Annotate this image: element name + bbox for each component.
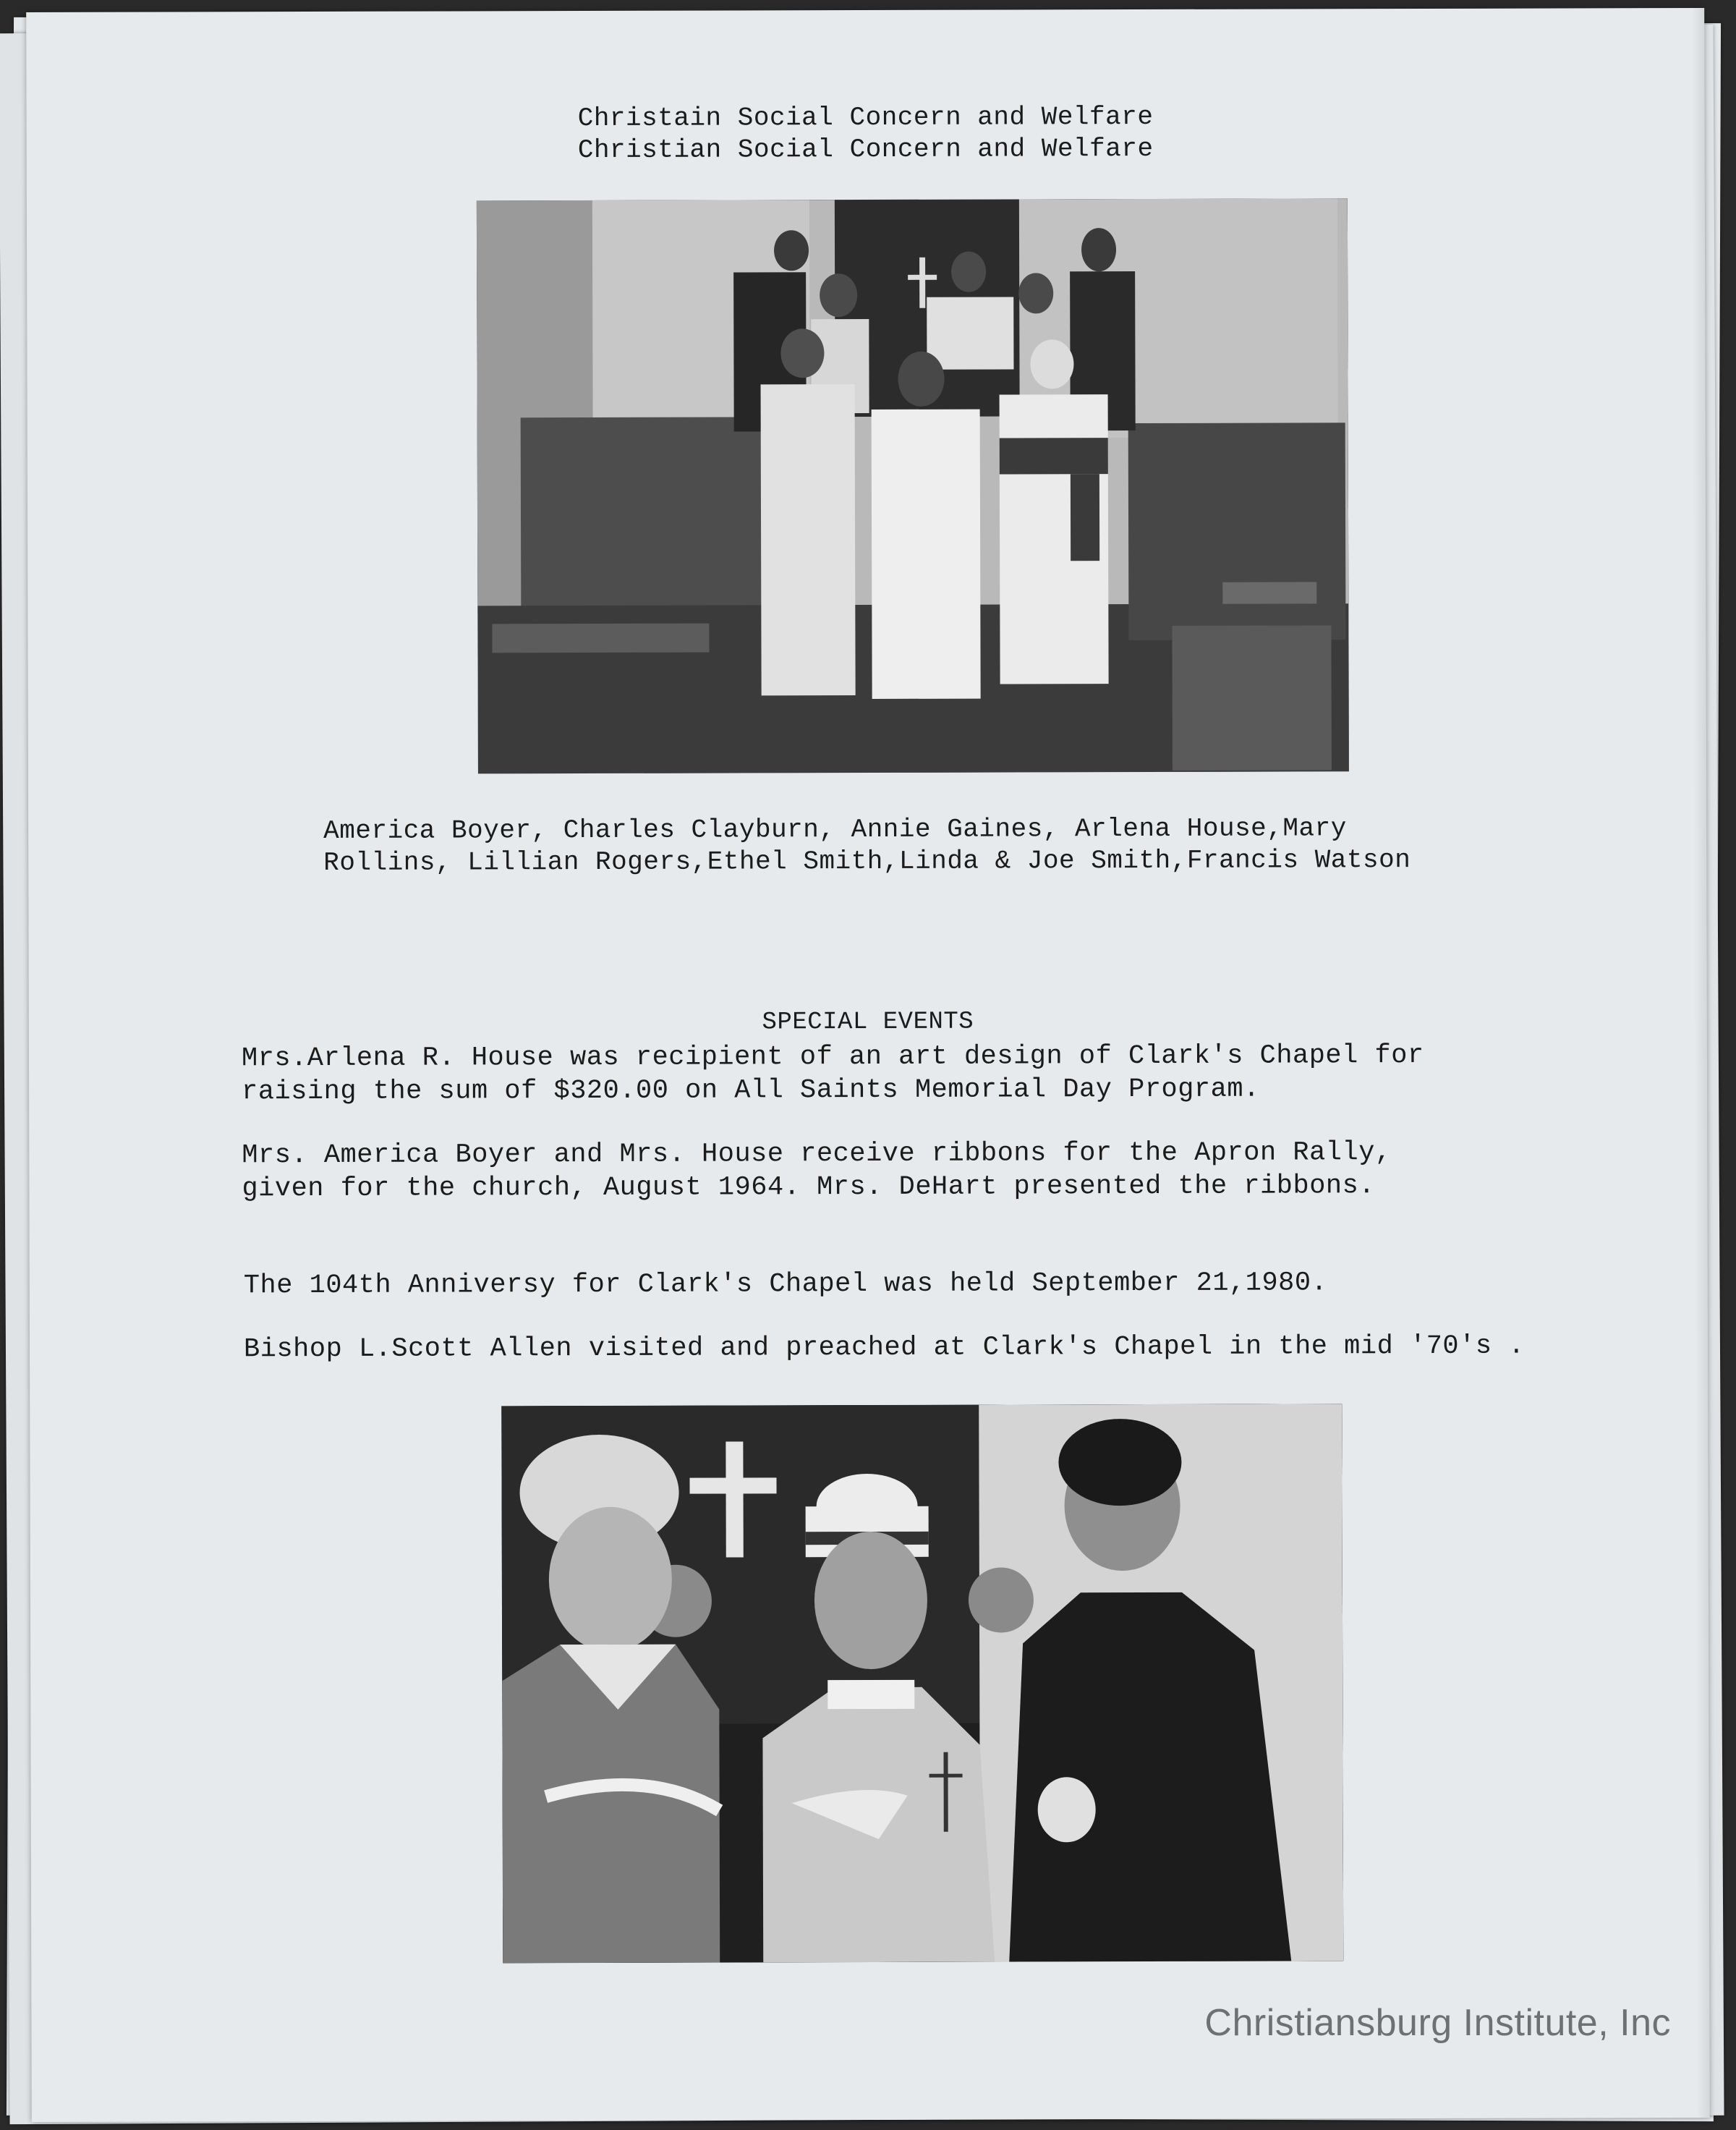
- photo-caption-line-2: Rollins, Lillian Rogers,Ethel Smith,Linda & Joe Smith,Francis Watson: [323, 845, 1411, 878]
- photo-caption-line-1: America Boyer, Charles Clayburn, Annie Gaines, Arlena House,Mary: [323, 813, 1347, 846]
- archive-watermark: Christiansburg Institute, Inc: [1204, 2002, 1671, 2044]
- document-page: [26, 8, 1710, 2122]
- apron-rally-photo: [501, 1404, 1343, 1963]
- page-title-line-2: Christian Social Concern and Welfare: [577, 133, 1154, 166]
- page-title-line-1: Christain Social Concern and Welfare: [577, 101, 1154, 134]
- event-paragraph-2-line-2: given for the church, August 1964. Mrs. DeHart presented the ribbons.: [242, 1171, 1376, 1205]
- event-paragraph-3: The 104th Anniversy for Clark's Chapel was held September 21,1980.: [243, 1268, 1328, 1302]
- event-paragraph-1-line-1: Mrs.Arlena R. House was recipient of an art design of Clark's Chapel for: [241, 1040, 1424, 1074]
- event-paragraph-2-line-1: Mrs. America Boyer and Mrs. House receive ribbons for the Apron Rally,: [242, 1137, 1392, 1171]
- special-events-heading: SPECIAL EVENTS: [762, 1008, 974, 1037]
- event-paragraph-4: Bishop L.Scott Allen visited and preached at Clark's Chapel in the mid '70's .: [243, 1331, 1525, 1365]
- event-paragraph-1-line-2: raising the sum of $320.00 on All Saints Memorial Day Program.: [242, 1074, 1260, 1108]
- committee-group-photo: [477, 198, 1349, 773]
